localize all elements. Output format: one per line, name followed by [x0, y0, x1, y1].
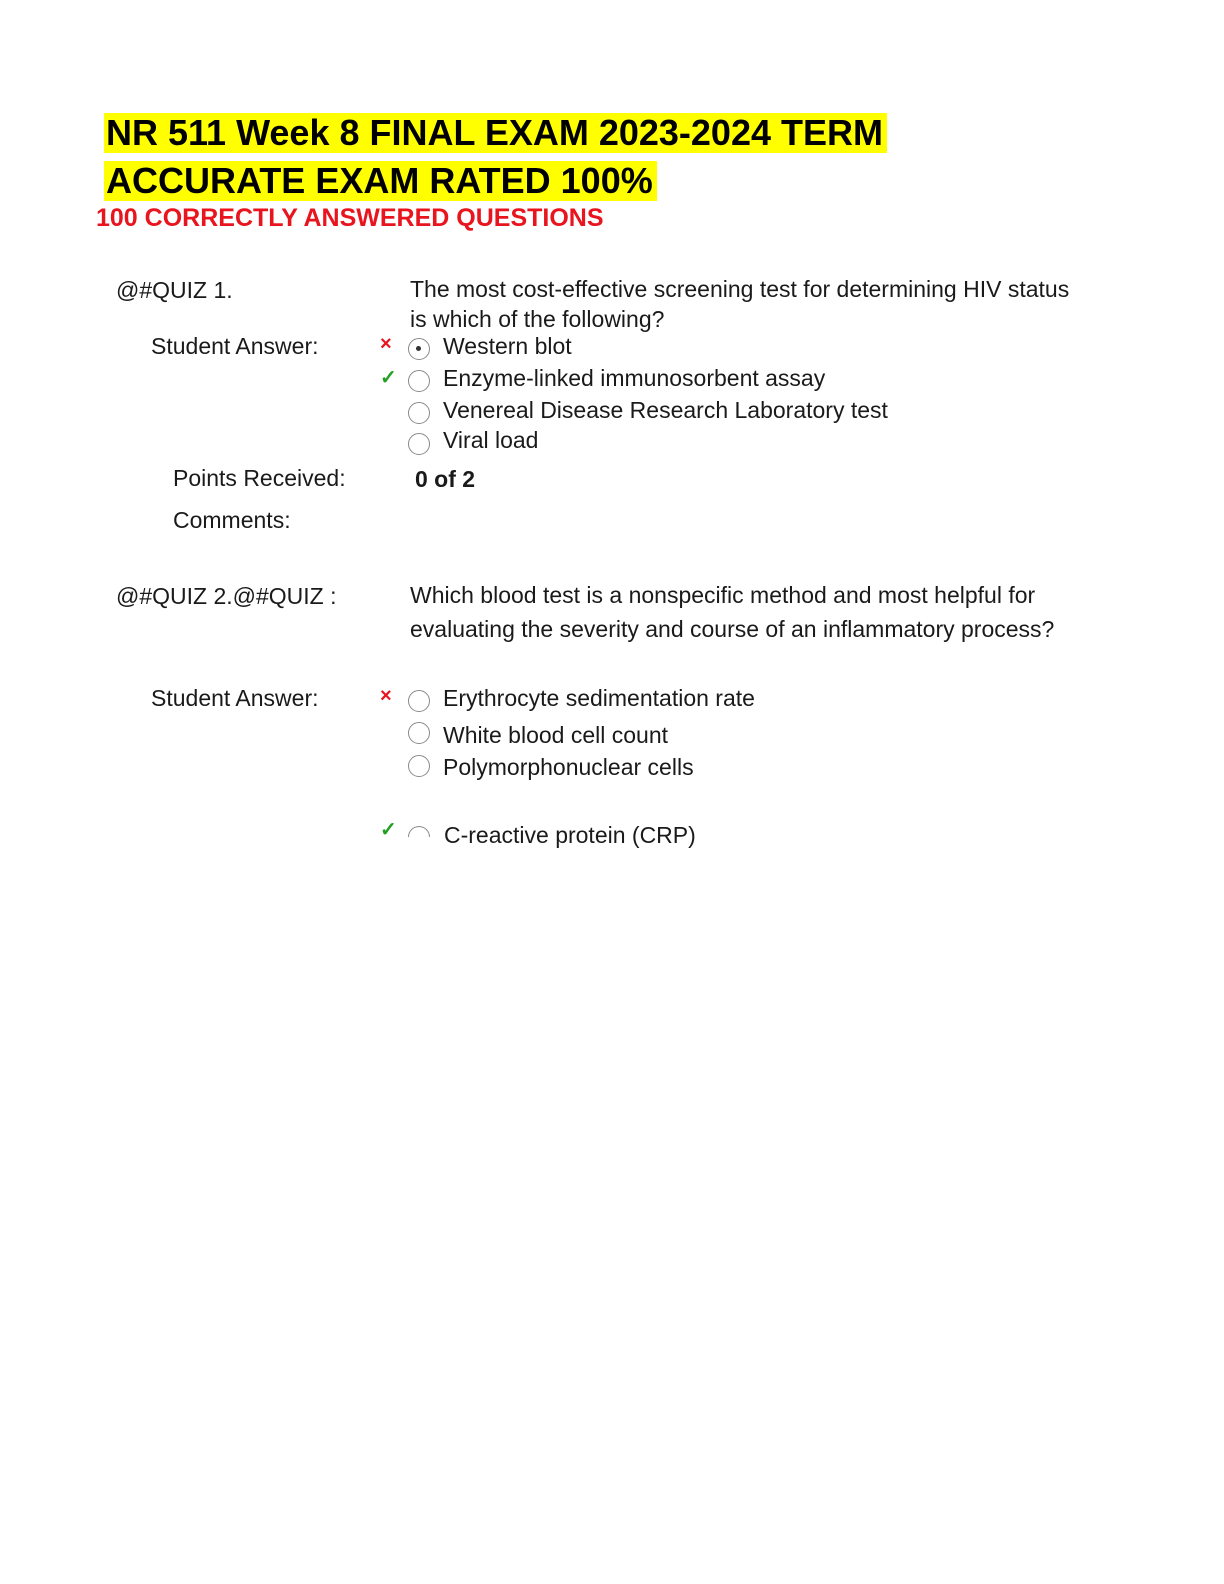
option-label: Viral load	[443, 427, 539, 453]
points-received-label: Points Received:	[173, 465, 346, 491]
option-label: C-reactive protein (CRP)	[444, 822, 696, 848]
points-received-value: 0 of 2	[415, 466, 476, 492]
radio-icon[interactable]	[408, 402, 430, 424]
option-label: Enzyme-linked immunosorbent assay	[443, 365, 826, 391]
option-label: Polymorphonuclear cells	[443, 754, 694, 780]
option-label: White blood cell count	[443, 722, 669, 748]
radio-icon[interactable]	[408, 722, 430, 744]
radio-icon[interactable]	[408, 755, 430, 777]
question-number: @#QUIZ 1.	[116, 277, 233, 303]
question-number: @#QUIZ 2.@#QUIZ :	[116, 583, 337, 609]
correct-check-icon: ✓	[380, 367, 397, 389]
student-answer-label: Student Answer:	[151, 333, 319, 359]
student-answer-label: Student Answer:	[151, 685, 319, 711]
incorrect-icon: ×	[380, 333, 392, 355]
radio-icon[interactable]	[408, 690, 430, 712]
option-label: Venereal Disease Research Laboratory test	[443, 397, 888, 423]
document-title-line-2: ACCURATE EXAM RATED 100%	[104, 161, 657, 201]
question-text: The most cost-effective screening test for determining HIV status is which of the following?	[410, 276, 1070, 332]
question-text: Which blood test is a nonspecific method and most helpful for evaluating the severity and course of an inflammatory process?	[410, 582, 1055, 642]
option-label: Western blot	[443, 333, 572, 359]
incorrect-icon: ×	[380, 685, 392, 707]
radio-icon[interactable]	[408, 433, 430, 455]
radio-icon[interactable]	[408, 826, 430, 837]
comments-label: Comments:	[173, 507, 291, 533]
radio-icon[interactable]	[408, 370, 430, 392]
radio-selected-icon[interactable]	[408, 338, 430, 360]
correct-check-icon: ✓	[380, 819, 397, 841]
document-title-line-1: NR 511 Week 8 FINAL EXAM 2023-2024 TERM	[104, 113, 887, 153]
option-label: Erythrocyte sedimentation rate	[443, 685, 755, 711]
document-subtitle: 100 CORRECTLY ANSWERED QUESTIONS	[96, 204, 604, 232]
